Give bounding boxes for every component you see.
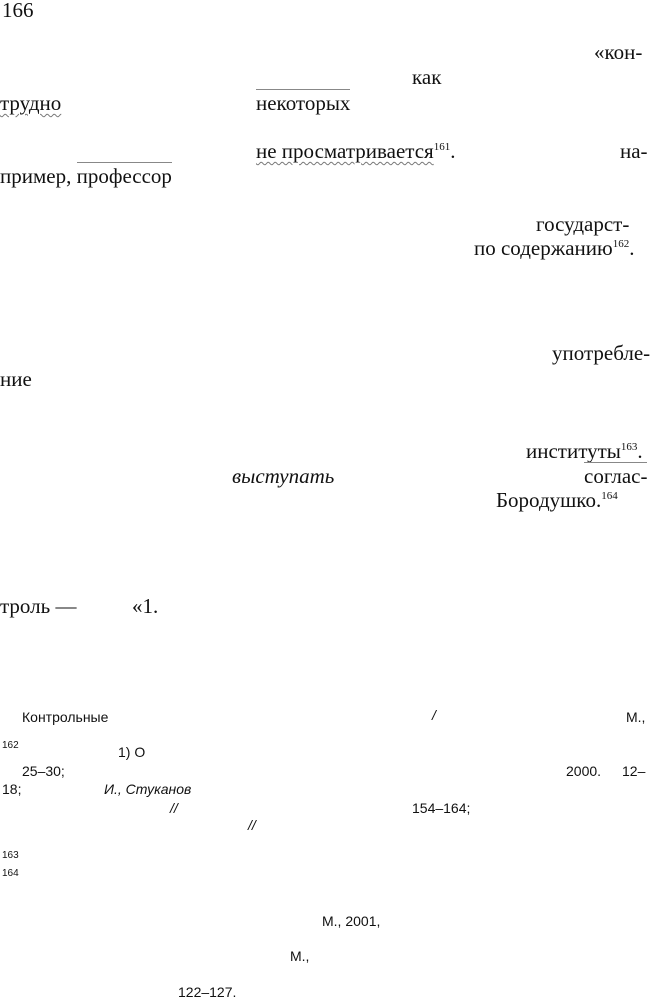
phrase-ne-prosmatrivaetsya bbox=[256, 141, 455, 162]
fn-kontrolnye: Контрольные bbox=[22, 709, 109, 725]
word-soglas bbox=[584, 466, 647, 487]
word-trudno bbox=[0, 93, 61, 114]
word-instituty-text: институты bbox=[526, 439, 621, 463]
fn-m-2001: М., 2001, bbox=[322, 913, 381, 929]
fn-slash: / bbox=[432, 707, 436, 723]
fn-dslash-2: // bbox=[248, 817, 256, 833]
fn-pages-25-30: 25–30; bbox=[22, 763, 65, 779]
fn-dslash-1: // bbox=[170, 800, 178, 816]
footnote-ref-161: 161 bbox=[433, 141, 451, 153]
footnote-ref-163: 163 bbox=[620, 441, 638, 453]
fn-m2: М., bbox=[290, 948, 310, 964]
word-vystupat: выступать bbox=[232, 464, 335, 488]
footnote-ref-162: 162 bbox=[612, 238, 630, 250]
word-primer-text: пример, bbox=[0, 164, 72, 188]
word-kon: «кон- bbox=[594, 40, 643, 64]
word-nekotorykh-text: некоторых bbox=[256, 91, 351, 115]
fn-pages-12: 12– bbox=[622, 763, 646, 779]
quote-1: «1. bbox=[132, 594, 159, 618]
period-2: . bbox=[629, 236, 635, 260]
word-nie: ние bbox=[0, 367, 32, 391]
word-na: на- bbox=[620, 139, 648, 163]
fn-pages-122: 122–127. bbox=[178, 984, 237, 1000]
word-instituty bbox=[526, 441, 643, 462]
word-trudno-text: трудно bbox=[0, 91, 62, 115]
period-3: . bbox=[637, 439, 643, 463]
word-borodushko bbox=[496, 490, 618, 511]
fn-m1: М., bbox=[626, 709, 646, 725]
fn-pages-154: 154–164; bbox=[412, 800, 471, 816]
word-soglas-text: соглас- bbox=[584, 464, 648, 488]
word-borodushko-text: Бородушко. bbox=[496, 488, 602, 512]
phrase-ne-prosmatrivaetsya-text: не просматривается bbox=[256, 139, 434, 163]
footnote-ref-164: 164 bbox=[601, 490, 618, 502]
fn-pages-18: 18; bbox=[2, 781, 22, 797]
word-upotreble: употребле- bbox=[552, 341, 651, 365]
fn-year-2000: 2000. bbox=[566, 763, 602, 779]
fn-authors: И., Стуканов bbox=[104, 781, 192, 797]
word-kak: как bbox=[412, 65, 442, 89]
phrase-po-soderzhaniyu-text: по содержанию bbox=[474, 236, 613, 260]
word-gosudarst: государст- bbox=[536, 212, 630, 236]
period-1: . bbox=[450, 139, 456, 163]
word-professor: профессор bbox=[76, 164, 172, 188]
fn-num-164: 164 bbox=[2, 868, 19, 879]
fn-num-162: 162 bbox=[2, 740, 19, 751]
fn-num-163: 163 bbox=[2, 850, 19, 861]
word-primer bbox=[0, 166, 172, 187]
fn-item1: 1) О bbox=[118, 744, 146, 760]
phrase-po-soderzhaniyu bbox=[474, 238, 634, 259]
word-trol: троль — bbox=[0, 594, 77, 618]
page-number: 166 bbox=[2, 0, 34, 22]
word-nekotorykh bbox=[256, 93, 350, 114]
